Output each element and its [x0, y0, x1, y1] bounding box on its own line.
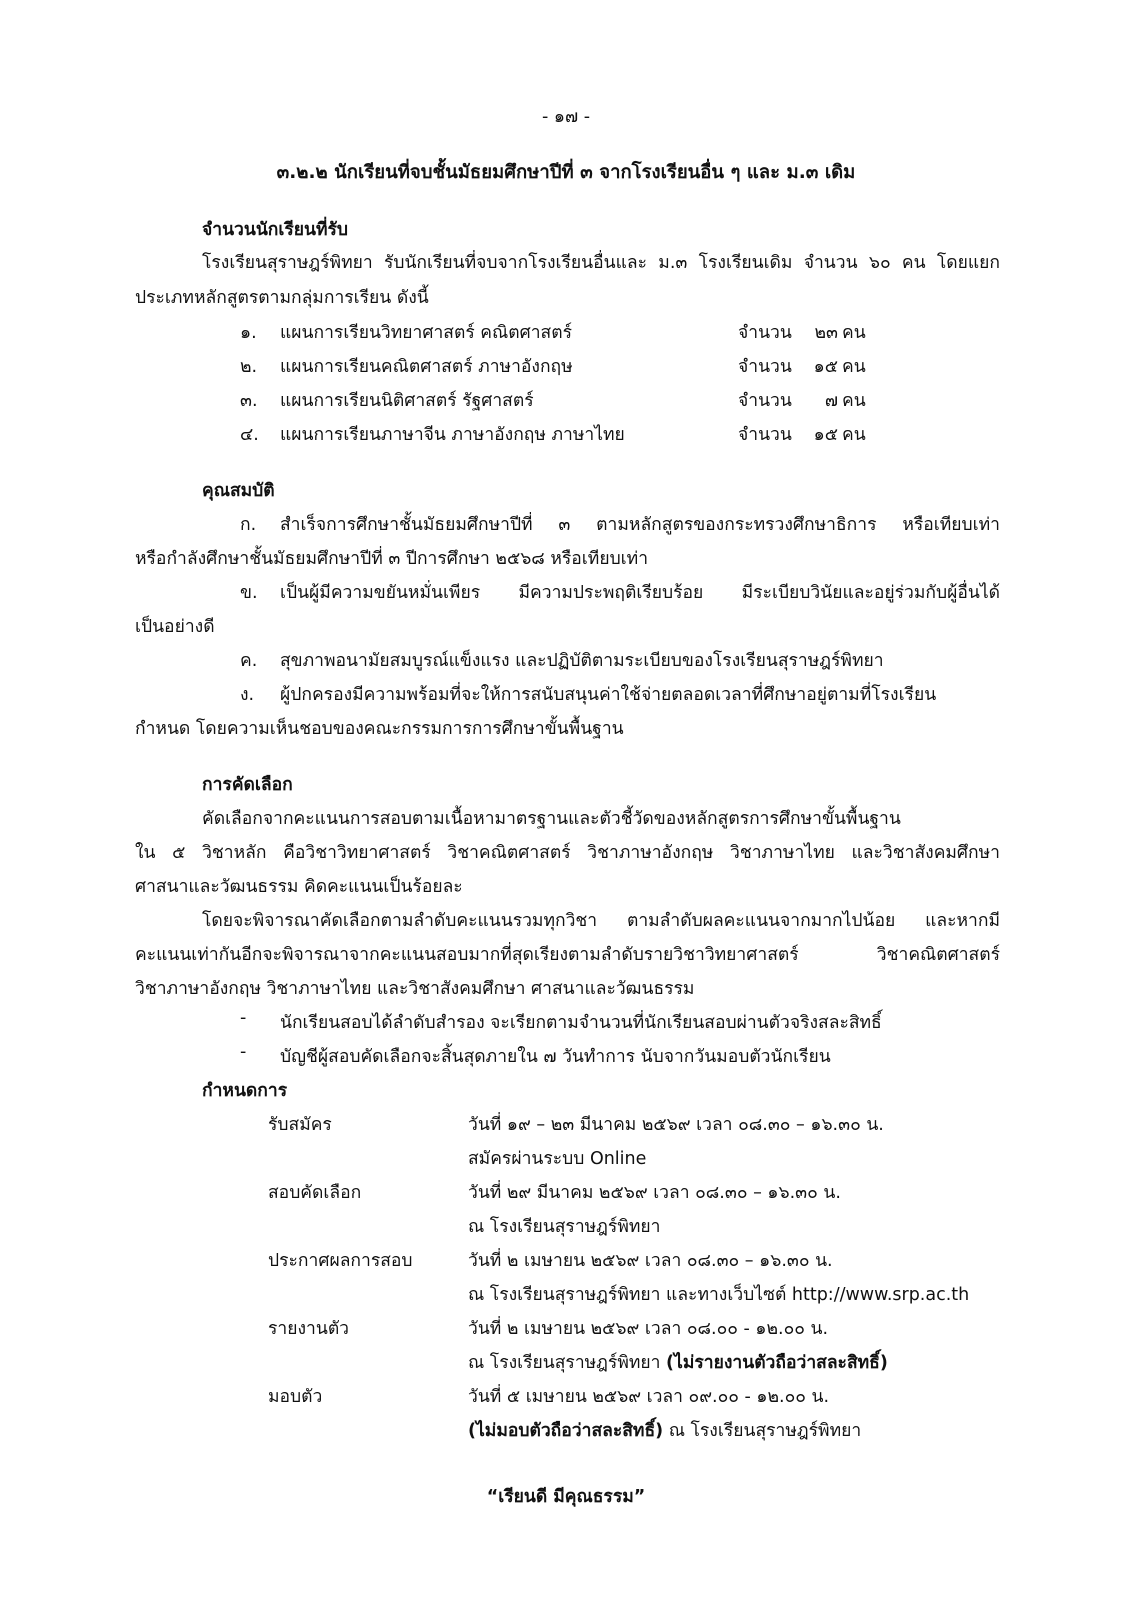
- program-count-label: จำนวน: [738, 425, 792, 445]
- program-count: ๑๕: [813, 425, 838, 445]
- schedule-date: วันที่ ๑๙ – ๒๓ มีนาคม ๒๕๖๙ เวลา ๐๘.๓๐ – ๑๖.๓๐ น.: [468, 1115, 884, 1135]
- qualification-line1: เป็นผู้มีความขยันหมั่นเพียร มีความประพฤติเรียบร้อย มีระเบียบวินัยและอยู่ร่วมกับผู้อื่นได้: [280, 583, 1000, 603]
- selection-para1-line: ใน ๕ วิชาหลัก คือวิชาวิทยาศาสตร์ วิชาคณิตศาสตร์ วิชาภาษาอังกฤษ วิชาภาษาไทย และวิชาสังคมศึกษา: [135, 843, 1000, 863]
- program-count-label: จำนวน: [738, 391, 792, 411]
- enrollment-intro-line1: โรงเรียนสุราษฎร์พิทยา รับนักเรียนที่จบจากโรงเรียนอื่นและ ม.๓ โรงเรียนเดิม จำนวน ๖๐ คน โดยแยก: [202, 253, 1000, 273]
- program-name: แผนการเรียนนิติศาสตร์ รัฐศาสตร์: [280, 391, 534, 411]
- program-unit: คน: [842, 391, 866, 411]
- schedule-label: ประกาศผลการสอบ: [268, 1251, 413, 1271]
- program-count-label: จำนวน: [738, 323, 792, 343]
- program-number: ๑.: [240, 323, 257, 343]
- schedule-date: วันที่ ๒๙ มีนาคม ๒๕๖๙ เวลา ๐๘.๓๐ – ๑๖.๓๐ น.: [468, 1183, 841, 1203]
- program-unit: คน: [842, 425, 866, 445]
- schedule-date: วันที่ ๒ เมษายน ๒๕๖๙ เวลา ๐๘.๐๐ - ๑๒.๐๐ น.: [468, 1319, 829, 1339]
- program-name: แผนการเรียนภาษาจีน ภาษาอังกฤษ ภาษาไทย: [280, 425, 625, 445]
- qualification-line1: ผู้ปกครองมีความพร้อมที่จะให้การสนับสนุนค่าใช้จ่ายตลอดเวลาที่ศึกษาอยู่ตามที่โรงเรียน: [280, 685, 937, 705]
- schedule-detail-text: ณ โรงเรียนสุราษฎร์พิทยา: [468, 1353, 667, 1373]
- bullet-marker: -: [240, 1042, 247, 1062]
- selection-para1-line: ศาสนาและวัฒนธรรม คิดคะแนนเป็นร้อยละ: [135, 877, 463, 897]
- selection-para2-line: คะแนนเท่ากันอีกจะพิจารณาจากคะแนนสอบมากที่สุดเรียงตามลำดับรายวิชาวิทยาศาสตร์ วิชาคณิตศาสตร์: [135, 945, 1000, 965]
- qualification-marker: ค.: [240, 651, 258, 671]
- program-number: ๒.: [240, 357, 258, 377]
- schedule-detail-warning: (ไม่รายงานตัวถือว่าสละสิทธิ์): [666, 1353, 888, 1373]
- program-unit: คน: [842, 357, 866, 377]
- program-count: ๑๕: [813, 357, 838, 377]
- schedule-detail: ณ โรงเรียนสุราษฎร์พิทยา: [468, 1217, 661, 1237]
- selection-heading: การคัดเลือก: [202, 775, 293, 795]
- program-unit: คน: [842, 323, 866, 343]
- program-count: ๒๓: [814, 323, 838, 343]
- section-title: ๓.๒.๒ นักเรียนที่จบชั้นมัธยมศึกษาปีที่ ๓ จากโรงเรียนอื่น ๆ และ ม.๓ เดิม: [276, 162, 856, 183]
- program-count: ๗: [824, 391, 838, 411]
- schedule-detail: [468, 1416, 861, 1444]
- selection-para1-line: คัดเลือกจากคะแนนการสอบตามเนื้อหามาตรฐานและตัวชี้วัดของหลักสูตรการศึกษาขั้นพื้นฐาน: [202, 809, 901, 829]
- school-motto: “เรียนดี มีคุณธรรม”: [486, 1487, 646, 1507]
- schedule-detail-warning: (ไม่มอบตัวถือว่าสละสิทธิ์): [468, 1421, 664, 1441]
- qualification-line1: สุขภาพอนามัยสมบูรณ์แข็งแรง และปฏิบัติตามระเบียบของโรงเรียนสุราษฎร์พิทยา: [280, 651, 884, 671]
- schedule-label: รายงานตัว: [268, 1319, 350, 1339]
- schedule-detail-text: ณ โรงเรียนสุราษฎร์พิทยา: [663, 1421, 862, 1441]
- qualification-line2: เป็นอย่างดี: [135, 617, 215, 637]
- program-count-label: จำนวน: [738, 357, 792, 377]
- program-name: แผนการเรียนคณิตศาสตร์ ภาษาอังกฤษ: [280, 357, 573, 377]
- schedule-heading: กำหนดการ: [202, 1081, 288, 1101]
- qualification-marker: ก.: [240, 515, 257, 535]
- schedule-label: สอบคัดเลือก: [268, 1183, 362, 1203]
- schedule-date: วันที่ ๕ เมษายน ๒๕๖๙ เวลา ๐๙.๐๐ - ๑๒.๐๐ น.: [468, 1387, 830, 1407]
- selection-para2-line: วิชาภาษาอังกฤษ วิชาภาษาไทย และวิชาสังคมศึกษา ศาสนาและวัฒนธรรม: [135, 979, 695, 999]
- schedule-date: วันที่ ๒ เมษายน ๒๕๖๙ เวลา ๐๘.๓๐ – ๑๖.๓๐ น.: [468, 1251, 833, 1271]
- qualifications-heading: คุณสมบัติ: [202, 481, 275, 501]
- program-name: แผนการเรียนวิทยาศาสตร์ คณิตศาสตร์: [280, 323, 572, 343]
- schedule-label: มอบตัว: [268, 1387, 323, 1407]
- schedule-detail: [468, 1348, 888, 1376]
- page-number: - ๑๗ -: [541, 107, 591, 127]
- schedule-label: รับสมัคร: [268, 1115, 332, 1135]
- bullet-text: นักเรียนสอบได้ลำดับสำรอง จะเรียกตามจำนวนที่นักเรียนสอบผ่านตัวจริงสละสิทธิ์: [280, 1013, 882, 1033]
- bullet-text: บัญชีผู้สอบคัดเลือกจะสิ้นสุดภายใน ๗ วันทำการ นับจากวันมอบตัวนักเรียน: [280, 1047, 831, 1067]
- program-number: ๔.: [240, 425, 259, 445]
- program-number: ๓.: [240, 391, 258, 411]
- bullet-marker: -: [240, 1008, 247, 1028]
- schedule-detail: ณ โรงเรียนสุราษฎร์พิทยา และทางเว็บไซต์ http://www.srp.ac.th: [468, 1285, 970, 1305]
- selection-para2-line: โดยจะพิจารณาคัดเลือกตามลำดับคะแนนรวมทุกวิชา ตามลำดับผลคะแนนจากมากไปน้อย และหากมี: [202, 911, 1000, 931]
- qualification-line2: กำหนด โดยความเห็นชอบของคณะกรรมการการศึกษาขั้นพื้นฐาน: [135, 719, 624, 739]
- qualification-line2: หรือกำลังศึกษาชั้นมัธยมศึกษาปีที่ ๓ ปีการศึกษา ๒๕๖๘ หรือเทียบเท่า: [135, 549, 649, 569]
- schedule-detail: สมัครผ่านระบบ Online: [468, 1149, 647, 1169]
- qualification-line1: สำเร็จการศึกษาชั้นมัธยมศึกษาปีที่ ๓ ตามหลักสูตรของกระทรวงศึกษาธิการ หรือเทียบเท่า: [280, 515, 1000, 535]
- enrollment-heading: จำนวนนักเรียนที่รับ: [202, 220, 349, 240]
- enrollment-intro-line2: ประเภทหลักสูตรตามกลุ่มการเรียน ดังนี้: [135, 288, 429, 308]
- qualification-marker: ง.: [240, 685, 255, 705]
- qualification-marker: ข.: [240, 583, 258, 603]
